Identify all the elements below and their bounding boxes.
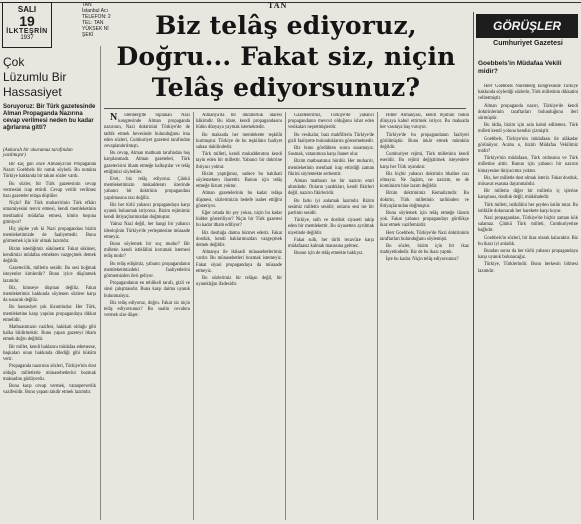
paragraph: Biz her türlü yabancı propagandaya karşı uyanık bulunmak istiyoruz. Bizim rejimimiz kendi ihtiyaçlarımızdan doğmuştur. (104, 202, 190, 221)
info-line: YÜKSEK Nİ (82, 26, 109, 32)
info-line: İstanbul Acı (82, 8, 108, 14)
paragraph: Herr Goebbels, Türkiye'de Nazi doktrininin taraftarları bulunduğunu söylemişti. (380, 230, 469, 242)
left-headline-line: Çok (3, 55, 25, 69)
paragraph: Buna karşı cevap vermek, vatanperverlik vazifesidir. Bunu yapanı takdir etmek lazımdır. (3, 383, 96, 396)
paragraph: Bu vesikalar, bazı mahfillerin Türkiye'de gizli faaliyette bulunduklarını göstermektedir. (288, 132, 374, 144)
column-divider (193, 112, 194, 520)
info-line: TELEFON: 2 (82, 14, 111, 20)
left-deck: Soruyoruz: Bir Türk gazetesinde Alman Propaganda Nazırına cevap verilmesi neden bu kadar ağırlarına gitti? (3, 104, 96, 131)
paragraph: Biz, her milletle dost olmak isteriz. Fakat dostluk, müsavat esasına dayanmalıdır. (478, 175, 578, 188)
paragraph: İşte bu kadar. Niçin telâş ediyorsunuz? (386, 257, 459, 263)
paragraph: Bu cevap, Alman matbuatı tarafından hoş karşılanmadı. Alman gazeteleri, Türk gazetecisini itham etmeğe kalkıştılar ve telâş ettiğimizi söylediler. (104, 151, 190, 175)
main-headline-line: Telâş ediyorsunuz? (151, 73, 421, 102)
left-headline-line: Lüzumlu Bir (3, 70, 67, 84)
paragraph: Nazi propagandası, Türkiye'de hiçbir zaman kök salamaz. Çünkü Türk milleti, Cumhuriyetine bağlıdır. (478, 216, 578, 234)
paragraph: Alman gazetelerinin bu kadar telâşa düşmesi, sözlerimizin hedefe isabet ettiğini gösteriyor. (196, 191, 282, 209)
paragraph: Almanya ile iktisadi münasebetlerimiz vardır. Bu münasebetleri bozmak istemeyiz. Fakat siyasi propagandaya da müsaade etmeyiz. (196, 250, 282, 274)
paragraph: Bizim doktrinimiz Kemalizmdir. Bu doktrin, Türk milletinin tarihinden ve ihtiyaçlarından doğmuştur. (380, 191, 469, 209)
paragraph: Bunu söylemek bir suç mudur? Bir milletin kendi istiklâlini korumak istemesi telâş mıdır? (104, 242, 190, 260)
paragraph: Hiç şüphe yok ki Nazi propagandası bizim memleketimizde de faaliyettedir. Bunu görmemek için kör olmak lazımdır. (3, 227, 96, 245)
left-byline: (Ankaralı bir okurumuz tarafından yazılmıştır) (3, 148, 73, 158)
main-headline-line: Doğru... Fakat siz, niçin (116, 42, 456, 71)
main-column-1 (104, 113, 190, 518)
paragraph: Türk milleti, kendi mukadderatını kendi tayin eden bir millettir. Yabancı bir doktrine ihtiyacı yoktur. (196, 152, 282, 170)
right-headline: Goebbels'in Müdafaa Vekili midir? (478, 60, 562, 75)
paragraph: Bu farkı iyi anlamak lazımdır. Bizim sesimiz milletin sesidir; onların sesi ise bir partinin sesidir. (288, 198, 374, 217)
paragraph: Bunu söylemek için telâş etmeğe lüzum yok. Fakat yabancı propagandayı gördükçe ikaz etmek vazifemizdir. (380, 211, 469, 229)
paragraph: Eğer ortada bir şey yoksa, niçin bu kadar hiddet gösteriliyor? Niçin bir Türk gazetesi bu kadar itham ediliyor? (196, 211, 282, 229)
left-headline (3, 55, 98, 100)
main-column-4 (380, 113, 469, 518)
date-month: İLKTEŞRİN (6, 28, 48, 35)
paragraph: Bu maksatla her memlekette teşkilât kurmuştur. Türkiye de bu teşkilâtın faaliyet sahası dahilindedir. (196, 132, 282, 151)
paragraph: Propagandanın en tehlikeli tarafı, gizli ve sinsi çalışmasıdır. Buna karşı daima uyanık bulunmalıyız. (104, 281, 190, 299)
paragraph: Propaganda nazırının sözleri, Türkiye'nin dost olduğu milletlerle münasebetlerini bozmak maksadını güdüyordu. (3, 364, 96, 382)
headline-rule (104, 108, 466, 109)
paragraph: Bizim istediğimiz sükûnettir. Fakat sükûnet, kendimizi müdafaa etmekten vazgeçmek demek değildir. (3, 246, 96, 265)
main-headline-line: Biz telâş ediyoruz, (155, 11, 417, 40)
main-column-3 (288, 113, 374, 518)
right-column-body (478, 84, 578, 518)
paragraph: Bu sözler, bizim için bir ikaz mahiyetindedir. Biz de bu ikazı yaptık. (380, 244, 469, 256)
paragraph: Bizim yaptığımız, sadece bu hakikati söylemekten ibarettir. Bunun için telâş etmeğe lüzum yoktur. (196, 171, 282, 190)
paragraph: Bizim matbuatımız hürdür. Her muharrir, memleketinin menfaati icap ettirdiği zaman fikrini söylemekte serbesttir. (288, 159, 374, 177)
column-divider (100, 46, 101, 520)
date-box (2, 2, 52, 48)
paragraph: Evet, biz telâş ediyoruz. Çünkü memleketimizin mukadderatı üzerinde yabancı bir doktrinin propagandası yapılmasına razı değiliz. (104, 177, 190, 201)
date-number: 19 (19, 13, 35, 29)
paragraph: Niçin? Bir Türk muharririnin Türk efkârı umumiyesini tenvir etmesi, kendi memleketinin menfaatini müdafaa etmesi, kimin hoşuna gitmiyor? (3, 201, 96, 225)
date-year: 1937 (20, 35, 34, 41)
paragraph: Bunun için de telâş etmekte haklıyız. (294, 251, 364, 257)
column-divider (285, 112, 286, 520)
paragraph: Bu sözler, bir Türk gazetesinin cevap vermesini icap ettirdi. Cevap verilir verilmez bazı gazeteler telaşa düştüler. (3, 181, 96, 200)
right-source: Cumhuriyet Gazetesi (493, 40, 563, 47)
paragraph: Bu hassasiyet çok lüzumludur. Her Türk, memleketine karşı yapılan propagandaya dikkat etmelidir. (3, 305, 96, 323)
paragraph: Hitler Almanyası, kendi rejimini bütün dünyaya kabul ettirmek istiyor. Bu maksatla her vasıtaya baş vuruyor. (380, 113, 469, 131)
paragraph: Türkiye'nin müdafaası, Türk ordusuna ve Türk milletine aittir. Bunun için yabancı bir nazırın himayesine ihtiyacımız yoktur. (478, 156, 578, 174)
paragraph: Bir kaç gün önce Almanya'nın Propaganda Nazırı Goebbels bir nutuk söyledi. Bu nutukta Türkiye hakkında bir takım sözler vardı. (3, 162, 96, 180)
paragraph: Goebbels, Türkiye'nin müdafaası ile alâkadar görünüyor. Acaba o, bizim Müdafaa Vekilimiz midir? (478, 136, 578, 155)
paragraph: Almanya'da bir diktatörlük idaresi hâkimdir. Bu idare, kendi propagandasını bütün dünyaya yaymak istemektedir. (196, 113, 282, 131)
left-headline-line: Hassasiyet (3, 85, 62, 99)
paragraph: Cumhuriyet rejimi, Türk milletinin kendi eseridir. Bu rejimi değiştirmek isteyenlere karşı her Türk uyanıktır. (380, 152, 469, 170)
paragraph: Bu iddia, bizim için asla kabul edilemez. Türk milleti kendi yolunu kendisi çizmiştir. (478, 123, 578, 135)
paragraph: Türkiye'de bu propagandanın faaliyeti görülmüştür. Bunu inkâr etmek mümkün değildir. (380, 132, 469, 151)
paragraph: Goebbels'in sözleri, bir ikaz olarak kalacaktır. Biz bu ikazı iyi anladık. (478, 235, 578, 247)
info-line: TEL: TAN (82, 20, 104, 26)
paragraph: Bundan sonra da her türlü yabancı propagandaya karşı uyanık bulunacağız. (478, 249, 578, 261)
paragraph: Herr Goebbels Nurenberg kongresinde Türkiye hakkında söylediği sözlerle, Türk milletinin dikkatini celbetmiştir. (478, 84, 578, 102)
column-divider (473, 12, 474, 520)
paragraph: Bir milletin diğer bir milletin iç işlerine karışması, dostluk değil, müdahaledir. (478, 189, 578, 201)
date-day: SALI (17, 5, 37, 14)
main-column-2 (196, 113, 282, 518)
paragraph: Gazetecilik, milletin sesidir. Bu sesi boğmak isteyenler kimlerdir? Bunu iyice düşünmek lazımdır. (3, 266, 96, 284)
paragraph: Türkiye, sulh ve dostluk siyaseti takip eden bir memlekettir. Bu siyasetten ayrılmak niyetinde değildir. (288, 218, 374, 236)
paragraph: Bu sözlerimiz bir telâşın değil, bir uyanıklığın ifadesidir. (196, 276, 282, 288)
left-article-body (3, 162, 96, 518)
info-line: TAN (82, 2, 92, 8)
info-line: ŞEKİ (82, 32, 94, 38)
paragraph: Matbuatımızın vazifesi, hakikati olduğu gibi halka bildirmektir. Bunu yapan gazeteyi itham etmek doğru değildir. (3, 325, 96, 343)
paragraph: Türk milleti, istiklâlini her şeyden üstün tutar. Bu istiklâle dokunacak her harekete karşı koyar. (478, 202, 578, 214)
paper-name: TAN (268, 1, 288, 10)
paragraph: Alman propaganda nazırı, Türkiye'de kendi doktrinlerinin taraftarları bulunduğunu ileri sürmüştür. (478, 103, 578, 122)
paragraph: Bir millet, kendi haklarını müdafaa edemezse, başkaları onun hakkında dilediği gibi hüküm verir. (3, 344, 96, 363)
column-divider (377, 112, 378, 520)
paragraph: Biz telâş ediyoruz, doğru. Fakat siz niçin telâş ediyorsunuz? Bu sualin cevabını vermek size düşer. (104, 300, 190, 319)
paragraph: Fakat sulh, her türlü tecavüze karşı müdafaasız kalmak manasına gelmez. (288, 237, 374, 250)
paragraph: Bu telâş edişimiz, yabancı propagandanın memleketimizdeki faaliyetlerini görmemizden ileri geliyor. (104, 261, 190, 280)
paragraph: Alman matbuatı ise bir nazırın emri altındadır. Onların yazdıkları, kendi fikirleri değil, nazırın fikirleridir. (288, 179, 374, 197)
paragraph: Biz hiçbir yabancı doktrinin ithaline razı olmayız. Ne faşizm, ne nazizm, ne de komünizm bize lazım değildir. (380, 171, 469, 190)
paragraph: Yalnız Nazi değil, her hangi bir yabancı ideolojinin Türkiye'de yerleşmesine müsaade etmeyiz. (104, 222, 190, 240)
paragraph: Nurenberg'de toplanan Nazi kongresinde Alman propaganda nazırının, Nazi doktrinini Türkiye'de de tatbik etmek hevesinde bulunduğunu ima eden sözleri, Cumhuriyet gazetesi tarafından cevaplandırılmıştı. (104, 113, 190, 150)
main-headline (104, 10, 468, 103)
paragraph: Biz, kimseye düşman değiliz. Fakat memleketimiz hakkında söylenen sözlere karşı da susacak değiliz. (3, 285, 96, 304)
paragraph: Biz bunu gördükten sonra susamayız. Susmak, vatanımıza karşı ihanet olur. (288, 146, 374, 158)
paragraph: Türkiye, Türklerindir. Bunu herkesin bilmesi lazımdır. (478, 262, 578, 274)
paragraph: Biz dostluğa daima hürmet ederiz. Fakat dostluk, kendi haklarımızdan vazgeçmek demek değildir. (196, 230, 282, 249)
paragraph: Gazetelerimiz, Türkiye'de yabancı propagandanın mevcut olduğunu isbat eden vesikaları neşretmişlerdir. (288, 113, 374, 131)
gorusler-banner: GÖRÜŞLER (476, 14, 578, 38)
